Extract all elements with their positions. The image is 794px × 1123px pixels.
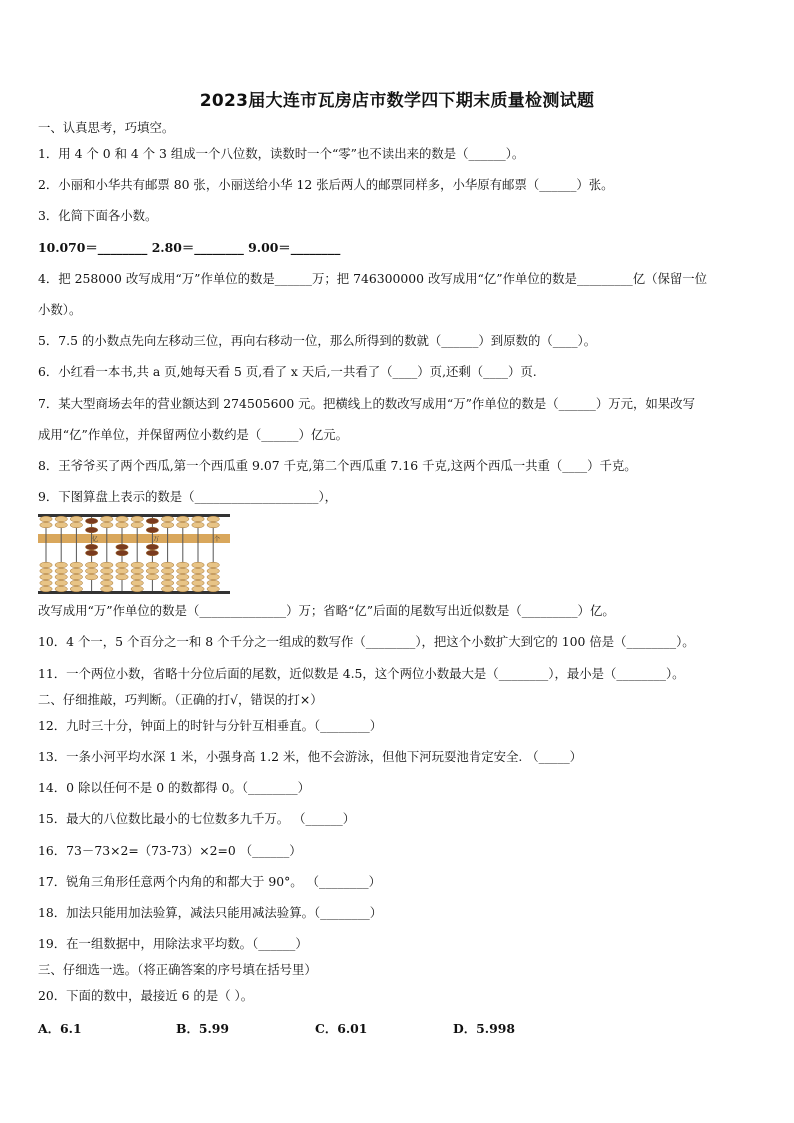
abacus-bead — [40, 516, 52, 522]
abacus-bead — [177, 568, 189, 574]
abacus-bead — [177, 580, 189, 586]
abacus-bead — [85, 568, 97, 574]
abacus-bead — [116, 516, 128, 522]
question-1: 1．用 4 个 0 和 4 个 3 组成一个八位数，读数时一个“零”也不读出来的数是（______）。 — [38, 146, 525, 161]
question-7-line-1: 7．某大型商场去年的营业额达到 274505600 元。把横线上的数改写成用“万”作单位的数是（______）万元，如果改写 — [38, 396, 695, 411]
abacus-bead — [146, 574, 158, 580]
abacus-bead — [146, 527, 158, 533]
abacus-bead — [192, 586, 204, 592]
abacus-bead — [55, 586, 67, 592]
abacus-bead — [131, 516, 143, 522]
question-8: 8．王爷爷买了两个西瓜,第一个西瓜重 9.07 千克,第二个西瓜重 7.16 千克,这两个西瓜一共重（____）千克。 — [38, 458, 637, 473]
abacus-bead — [161, 522, 173, 528]
abacus-bead — [116, 522, 128, 528]
abacus-bead — [116, 550, 128, 556]
abacus-bead — [131, 586, 143, 592]
abacus-bead — [207, 580, 219, 586]
abacus-bead — [161, 568, 173, 574]
abacus-bead — [85, 562, 97, 568]
abacus-bead — [146, 562, 158, 568]
option-d[interactable]: D．5.998 — [453, 1021, 515, 1036]
section-3-heading: 三、仔细选一选。（将正确答案的序号填在括号里） — [38, 962, 317, 977]
abacus-bead — [40, 580, 52, 586]
abacus-bead — [55, 522, 67, 528]
abacus-bead — [101, 562, 113, 568]
abacus-bead — [177, 562, 189, 568]
abacus-bead — [40, 522, 52, 528]
option-a[interactable]: A．6.1 — [38, 1021, 82, 1036]
question-5: 5．7.5 的小数点先向左移动三位，再向右移动一位，那么所得到的数就（______）到原数的（____）。 — [38, 333, 597, 348]
abacus-bead — [207, 522, 219, 528]
abacus-bead — [55, 574, 67, 580]
question-6: 6．小红看一本书,共 a 页,她每天看 5 页,看了 x 天后,一共看了（____）页,还剩（____）页. — [38, 364, 537, 379]
abacus-bead — [192, 574, 204, 580]
abacus-bead — [70, 522, 82, 528]
abacus-bead — [101, 574, 113, 580]
abacus-bead — [40, 562, 52, 568]
abacus-bead — [192, 568, 204, 574]
abacus-bead — [40, 574, 52, 580]
abacus-bead — [146, 550, 158, 556]
abacus-bead — [116, 544, 128, 550]
question-2: 2．小丽和小华共有邮票 80 张，小丽送给小华 12 张后两人的邮票同样多，小华原有邮票（______）张。 — [38, 177, 614, 192]
abacus-bead — [131, 568, 143, 574]
abacus-bead — [55, 580, 67, 586]
question-13: 13．一条小河平均水深 1 米，小强身高 1.2 米，他不会游泳，但他下河玩耍池肯定安全. （_____） — [38, 749, 583, 764]
question-9: 9．下图算盘上表示的数是（____________________）， — [38, 489, 338, 504]
question-3: 3．化简下面各小数。 — [38, 208, 158, 223]
abacus-image — [38, 513, 230, 595]
abacus-bead — [101, 516, 113, 522]
question-10: 10．4 个一，5 个百分之一和 8 个千分之一组成的数写作（________），把这个小数扩大到它的 100 倍是（________）。 — [38, 634, 695, 649]
page-title: 2023届大连市瓦房店市数学四下期末质量检测试题 — [199, 91, 595, 111]
abacus-bead — [70, 562, 82, 568]
abacus-bead — [116, 568, 128, 574]
abacus-bead — [161, 574, 173, 580]
abacus-bead — [70, 586, 82, 592]
abacus-bead — [55, 562, 67, 568]
question-12: 12．九时三十分，钟面上的时针与分针互相垂直。（________） — [38, 718, 383, 733]
question-4-line-2: 小数）。 — [38, 302, 82, 317]
abacus-bead — [131, 574, 143, 580]
abacus-label-wan: 万 — [153, 536, 160, 543]
abacus-bead — [85, 544, 97, 550]
option-b[interactable]: B．5.99 — [176, 1021, 230, 1036]
abacus-bead — [131, 522, 143, 528]
abacus-bead — [131, 562, 143, 568]
abacus-bead — [85, 550, 97, 556]
abacus-bead — [101, 586, 113, 592]
abacus-bead — [177, 586, 189, 592]
abacus-bead — [146, 568, 158, 574]
abacus-bead — [40, 586, 52, 592]
question-11: 11．一个两位小数，省略十分位后面的尾数，近似数是 4.5，这个两位小数最大是（________），最小是（________）。 — [38, 666, 685, 681]
question-9-conversion: 改写成用“万”作单位的数是（______________）万；省略“亿”后面的尾数写出近似数是（_________）亿。 — [38, 603, 615, 618]
abacus-bead — [177, 516, 189, 522]
question-20: 20．下面的数中，最接近 6 的是（ ）。 — [38, 988, 254, 1003]
abacus-bead — [40, 568, 52, 574]
abacus-bead — [55, 516, 67, 522]
abacus-bead — [85, 518, 97, 524]
abacus-label-ge: 个 — [214, 536, 221, 543]
abacus-bead — [70, 574, 82, 580]
abacus-bead — [85, 574, 97, 580]
abacus-bead — [101, 568, 113, 574]
abacus-label-yi: 亿 — [92, 536, 99, 543]
abacus-bead — [207, 562, 219, 568]
question-4-line-1: 4．把 258000 改写成用“万”作单位的数是______万；把 746300000 改写成用“亿”作单位的数是_________亿（保留一位 — [38, 271, 708, 286]
abacus-bead — [161, 586, 173, 592]
abacus-bead — [207, 586, 219, 592]
abacus-bead — [85, 527, 97, 533]
abacus-bead — [146, 544, 158, 550]
question-3-items: 10.070＝________ 2.80＝________ 9.00＝________ — [38, 240, 341, 255]
question-19: 19．在一组数据中，用除法求平均数。（______） — [38, 936, 308, 951]
abacus-bead — [177, 522, 189, 528]
question-7-line-2: 成用“亿”作单位，并保留两位小数约是（______）亿元。 — [38, 427, 349, 442]
abacus-bead — [161, 580, 173, 586]
abacus-bead — [70, 580, 82, 586]
abacus-bead — [192, 562, 204, 568]
abacus-bead — [146, 518, 158, 524]
abacus-bead — [192, 580, 204, 586]
section-1-heading: 一、认真思考，巧填空。 — [38, 120, 175, 135]
abacus-bead — [70, 516, 82, 522]
abacus-bead — [207, 574, 219, 580]
abacus-bead — [161, 516, 173, 522]
abacus-bead — [101, 522, 113, 528]
question-15: 15．最大的八位数比最小的七位数多九千万。 （______） — [38, 811, 356, 826]
abacus-bead — [177, 574, 189, 580]
abacus-bead — [101, 580, 113, 586]
abacus-bead — [116, 574, 128, 580]
question-16: 16．73－73×2=（73-73）×2=0 （______） — [38, 843, 302, 858]
question-14: 14．0 除以任何不是 0 的数都得 0。（________） — [38, 780, 311, 795]
question-18: 18．加法只能用加法验算，减法只能用减法验算。（________） — [38, 905, 383, 920]
abacus-bead — [55, 568, 67, 574]
abacus-bead — [131, 580, 143, 586]
abacus-bead — [192, 516, 204, 522]
option-c[interactable]: C．6.01 — [315, 1021, 368, 1036]
section-2-heading: 二、仔细推敲，巧判断。（正确的打√，错误的打×） — [38, 692, 323, 707]
question-17: 17．锐角三角形任意两个内角的和都大于 90°。 （________） — [38, 874, 381, 889]
abacus-bead — [207, 568, 219, 574]
abacus-bead — [116, 562, 128, 568]
abacus-bead — [207, 516, 219, 522]
abacus-bead — [161, 562, 173, 568]
abacus-bead — [70, 568, 82, 574]
abacus-bead — [192, 522, 204, 528]
